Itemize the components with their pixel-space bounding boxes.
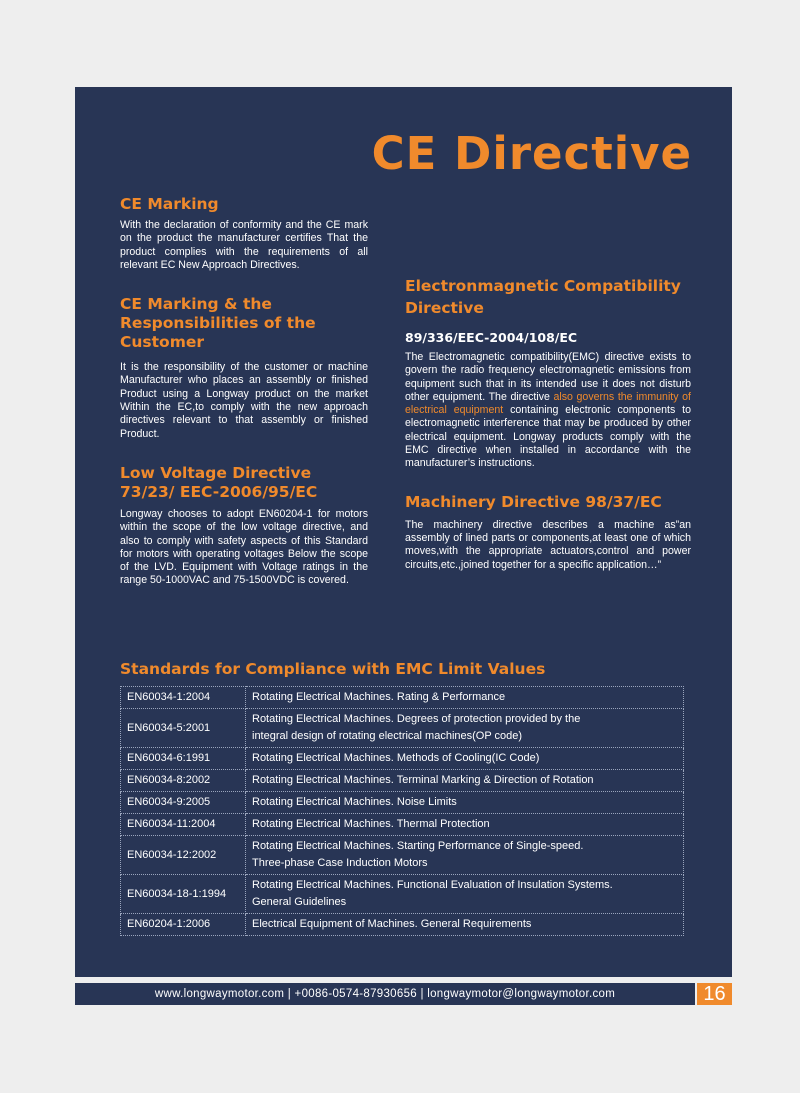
table-row [121, 792, 684, 814]
standard-desc-line: Rotating Electrical Machines. Terminal Marking & Direction of Rotation [252, 774, 594, 786]
responsibilities-heading: CE Marking & the Responsibilities of the Customer [120, 295, 316, 352]
standard-desc [246, 914, 684, 936]
table-row [121, 748, 684, 770]
standard-desc-line: Rotating Electrical Machines. Functional Evaluation of Insulation Systems. [252, 879, 613, 891]
right-column [405, 275, 691, 572]
standard-desc [246, 792, 684, 814]
emc-section [405, 275, 691, 471]
left-column [120, 195, 368, 588]
emc-body-part2: containing electronic components to electromagnetic interference that may be produced by other electrical equipment. Longway products comply with the EMC directive when installed in accordance with the manufacturer’s instructions. [405, 404, 691, 470]
table-row [121, 709, 684, 748]
content-panel [75, 87, 732, 977]
footer-contact: www.longwaymotor.com | +0086-0574-87930656 | longwaymotor@longwaymotor.com [75, 983, 695, 1005]
emc-heading: Electronmagnetic Compatibility Directive [405, 277, 681, 317]
standard-desc [246, 770, 684, 792]
standard-code: EN60034-18-1:1994 [121, 875, 246, 914]
page-number: 16 [697, 983, 732, 1005]
standards-table [120, 686, 684, 936]
responsibilities-body: It is the responsibility of the customer or machine Manufacturer who places an assembly or finished Product using a Longway product on the market Within the EC,to comply with the new approach directives relevant to that assembly or finished Product. [120, 361, 368, 440]
emc-body-highlight: also governs the immunity of electrical equipment [405, 390, 691, 417]
standard-desc-line: integral design of rotating electrical machines(OP code) [252, 730, 523, 742]
responsibilities-section [120, 295, 368, 441]
standard-code: EN60034-6:1991 [121, 748, 246, 770]
machinery-section [405, 493, 691, 572]
table-row [121, 814, 684, 836]
standard-desc-line: Rotating Electrical Machines. Methods of Cooling(IC Code) [252, 752, 540, 764]
standard-code: EN60204-1:2006 [121, 914, 246, 936]
table-row [121, 914, 684, 936]
standard-code: EN60034-8:2002 [121, 770, 246, 792]
standard-code: EN60034-5:2001 [121, 709, 246, 748]
standard-desc [246, 875, 684, 914]
page-title: CE Directive [371, 127, 692, 180]
standard-code: EN60034-1:2004 [121, 687, 246, 709]
table-row [121, 687, 684, 709]
ce-marking-body: With the declaration of conformity and the CE mark on the product the manufacturer certifies That the product complies with the requirements of all relevant EC New Approach Directives. [120, 219, 368, 271]
table-row [121, 770, 684, 792]
standard-desc-line: Rotating Electrical Machines. Thermal Protection [252, 818, 490, 830]
table-row [121, 875, 684, 914]
standards-heading: Standards for Compliance with EMC Limit Values [120, 660, 546, 678]
standard-desc-line: Rotating Electrical Machines. Noise Limits [252, 796, 457, 808]
standard-desc [246, 748, 684, 770]
table-row [121, 836, 684, 875]
low-voltage-heading: Low Voltage Directive 73/23/ EEC-2006/95/EC [120, 463, 318, 501]
low-voltage-section [120, 464, 368, 588]
machinery-heading: Machinery Directive 98/37/EC [405, 492, 662, 511]
standard-desc-line: Rotating Electrical Machines. Rating & Performance [252, 691, 506, 703]
emc-body [405, 351, 691, 471]
machinery-body: The machinery directive describes a machine as”an assembly of lined parts or components,at least one of which moves,with the appropriate actuators,control and power circuits,etc.,joined together for a specific application…” [405, 518, 691, 571]
ce-marking-heading: CE Marking [120, 195, 219, 213]
standard-code: EN60034-12:2002 [121, 836, 246, 875]
standard-desc-line: Electrical Equipment of Machines. General Requirements [252, 918, 532, 930]
standard-desc [246, 814, 684, 836]
standard-code: EN60034-9:2005 [121, 792, 246, 814]
low-voltage-body: Longway chooses to adopt EN60204-1 for motors within the scope of the low voltage directive, and also to comply with safety aspects of this Standard for motors with operating voltages Below the scope of the LVD. Equipment with Voltage ratings in the range 50-1000VAC and 75-1500VDC is covered. [120, 507, 368, 587]
ce-marking-section [120, 195, 368, 272]
standard-desc [246, 709, 684, 748]
emc-subheading: 89/336/EEC-2004/108/EC [405, 330, 578, 345]
standard-desc-line: Rotating Electrical Machines. Starting Performance of Single-speed. [252, 840, 584, 852]
standard-desc-line: Rotating Electrical Machines. Degrees of protection provided by the [252, 713, 581, 725]
emc-body-part1: The Electromagnetic compatibility(EMC) directive exists to govern the radio frequency electromagnetic emissions from equipment such that in its intended use it does not disturb other equipment. The directive [405, 351, 691, 403]
standard-desc [246, 687, 684, 709]
standard-code: EN60034-11:2004 [121, 814, 246, 836]
standard-desc-line: General Guidelines [252, 896, 347, 908]
standard-desc-line: Three-phase Case Induction Motors [252, 857, 428, 869]
standard-desc [246, 836, 684, 875]
